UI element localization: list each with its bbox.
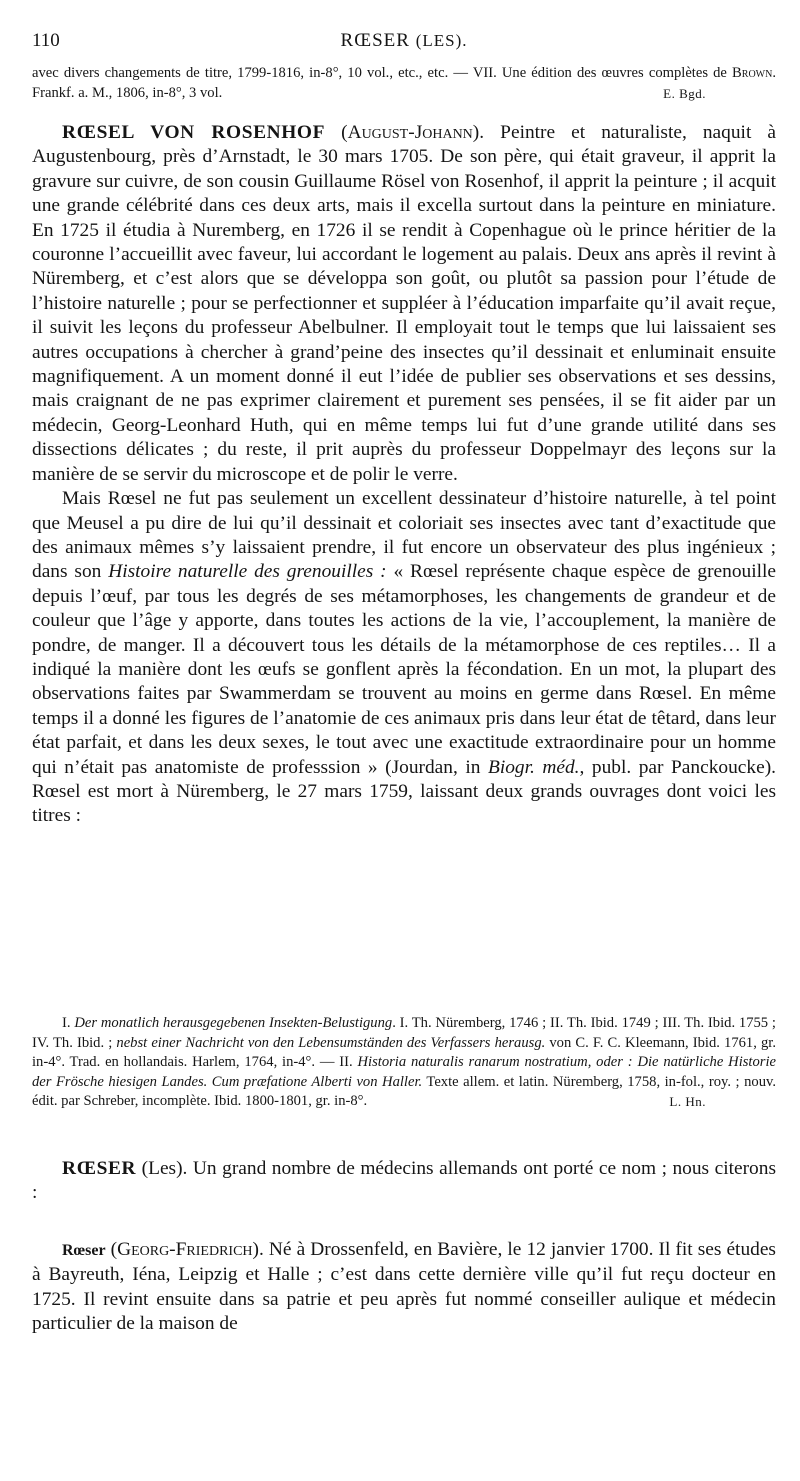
- entry-roeser-gf-text: Rœser (Georg-Friedrich). Né à Drossenfeld, en Bavière, le 12 janvier 1700. Il fit ses études à Bayreuth, Iéna, Leipzig et Halle ; c’est dans cette dernière ville qu’il fut reçu docteur en 1725. Il revint ensuite dans sa patrie et peu après fut nommé conseiller aulique et médecin particulier de la maison de: [32, 1239, 776, 1335]
- author-name: Brown: [732, 65, 773, 81]
- citation-title: Biogr. méd.: [487, 756, 580, 778]
- book-title: Histoire naturelle des grenouilles :: [108, 561, 387, 583]
- entry-roesel-paragraph-2: Mais Rœsel ne fut pas seulement un excellent dessinateur d’histoire naturelle, à tel point que Meusel a pu dire de lui qu’il dessinait et coloriait ses insectes avec tant d’exactitude que des animaux mêmes s’y laissaient prendre, il fut encore un observateur des plus ingénieux ; dans son Histoire naturelle des grenouilles : « Rœsel représente chaque espèce de grenouille depuis l’œuf, par tous les degrés de ses métamorphoses, les changements de grandeur et de couleur que l’âge y apporte, dans toutes les actions de la vie, l’accouplement, la manière de pondre, de manger. Il a découvert tous les détails de la métamorphose de ces reptiles… Il a indiqué la manière dont les œufs se gonflent après la fécondation. En un mot, la plupart des observations faites par Swammerdam se trouvent au moins en germe dans Rœsel. En même temps il a donné les figures de l’anatomie de ces animaux pris dans leur état de têtard, dans leur état parfait, et dans les deux sexes, le tout avec une exactitude extraordinaire pour un homme qui n’était pas anatomiste de professsion » (Jourdan, in Biogr. méd., publ. par Panckoucke). Rœsel est mort à Nüremberg, le 27 mars 1759, laissant deux grands ouvrages dont voici les titres :: [32, 488, 777, 827]
- entry-roesel-paragraph-1: RŒSEL VON ROSENHOF (August-Johann). Peintre et naturaliste, naquit à Augustenbourg, près d’Arnstadt, le 30 mars 1705. De son père, qui était graveur, il apprit la gravure sur cuivre, de son cousin Guillaume Rösel von Rosenhof, il apprit la peinture ; il acquit une grande célébrité dans ces deux arts, mais il excella surtout dans la peinture en miniature. En 1725 il étudia à Nuremberg, en 1726 il se rendit à Copenhague où le prince héritier de la couronne l’accueillit avec faveur, lui accordant le logement au palais. Deux ans après il revint à Nüremberg, et c’est alors que se développa son goût, ou plutôt sa passion pour l’étude de l’histoire naturelle ; pour se perfectionner et suppléer à l’éducation imparfaite qu’il avait reçue, il suivit les leçons du professeur Abelbulner. Il employait tout le temps que lui laissaient ses autres occupations à chercher à grand’peine des insectes qu’il dessinait et enluminait ensuite magnifiquement. A un moment donné il eut l’idée de publier ses observations et ses dessins, mais craignant de ne pas exprimer clairement et purement ses pensées, il se fit aider par un médecin, Georg-Leonhard Huth, qui en même temps lui fut d’une grande utilité dans ses dissections délicates ; du reste, il prit auprès du professeur Doppelmayr des leçons sur la manière de se servir du microscope et de polir le verre.: [32, 122, 776, 485]
- page-number: 110: [32, 30, 60, 51]
- works-list: [32, 1014, 776, 1112]
- previous-entry-text: avec divers changements de titre, 1799-1816, in-8°, 10 vol., etc., etc. — VII. Une édition des œuvres complètes de Brown. Frankf. a. M., 1806, in-8°, 3 vol.: [32, 65, 776, 101]
- works-signature: L. Hn.: [669, 1094, 706, 1109]
- subentry-name: Rœser: [62, 1242, 106, 1259]
- previous-entry-end: [32, 64, 776, 103]
- headword-roeser: RŒSER: [62, 1158, 137, 1179]
- entry-roesel-von-rosenhof: [32, 121, 776, 829]
- previous-entry-signature: E. Bgd.: [663, 85, 706, 101]
- entry-roeser-text: RŒSER (Les). Un grand nombre de médecins allemands ont porté ce nom ; nous citerons :: [32, 1158, 776, 1204]
- entry-roeser: [32, 1157, 776, 1206]
- headword-roesel: RŒSEL VON ROSENHOF: [62, 122, 326, 143]
- running-header: [32, 30, 776, 56]
- entry-roeser-georg-friedrich: [32, 1238, 776, 1337]
- given-names-roesel: (August-Johann).: [341, 122, 485, 143]
- subentry-given-names: (Georg-Friedrich).: [110, 1239, 264, 1260]
- works-text: I. Der monatlich herausgegebenen Insekten-Belustigung. I. Th. Nüremberg, 1746 ; II. Th. Ibid. 1749 ; III. Th. Ibid. 1755 ; IV. Th. Ibid. ; nebst einer Nachricht von den Lebensumständen des Verfassers herausg. von C. F. C. Kleemann, Ibid. 1761, gr. in-4°. Trad. en hollandais. Harlem, 1764, in-4°. — II. Historia naturalis ranarum nostratium, oder : Die natürliche Historie der Frösche hiesigen Landes. Cum præfatione Alberti von Haller. Texte allem. et latin. Nüremberg, 1758, in-fol., roy. ; nouv. édit. par Schreber, incomplète. Ibid. 1800-1801, gr. in-8°.: [32, 1015, 776, 1109]
- running-title-sub: (LES).: [415, 31, 468, 50]
- running-title: RŒSER (LES).: [340, 30, 468, 51]
